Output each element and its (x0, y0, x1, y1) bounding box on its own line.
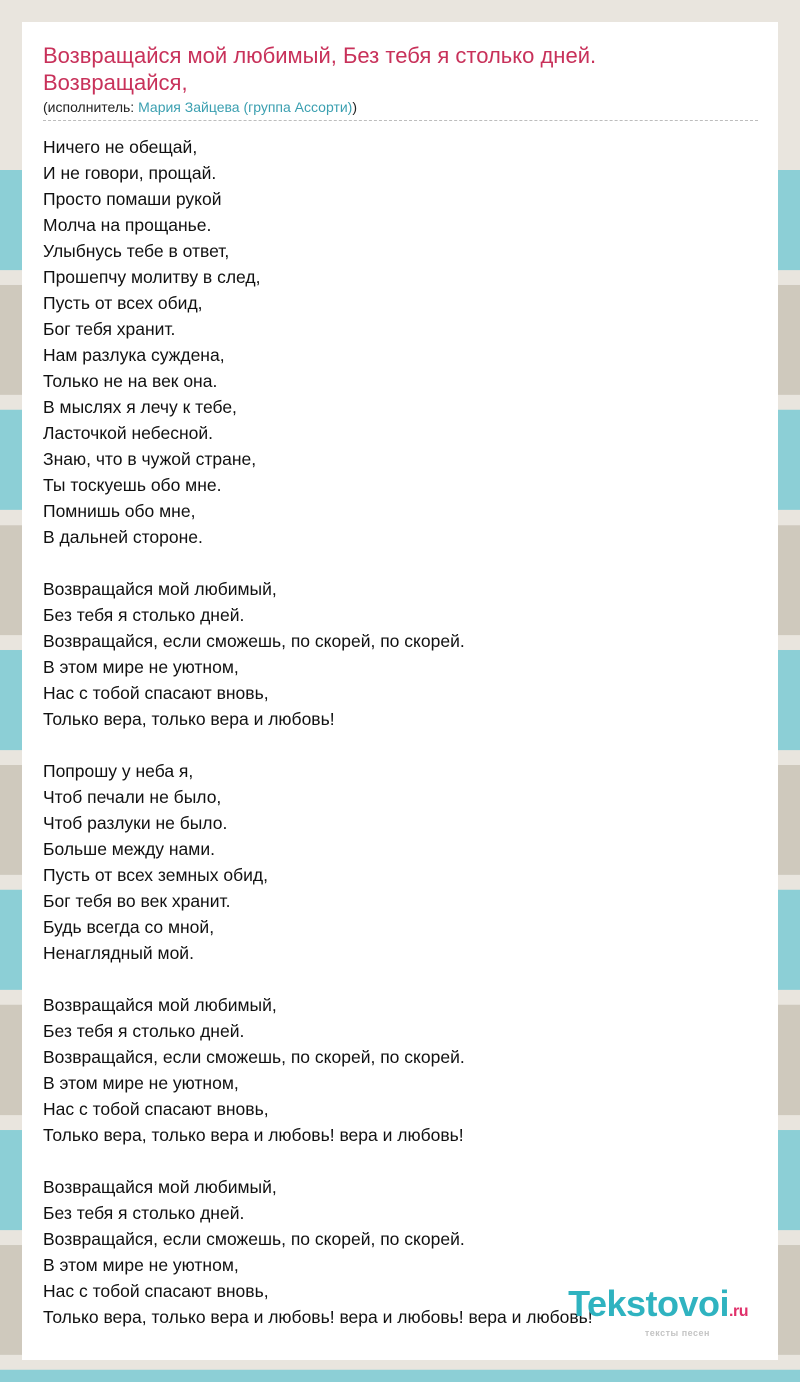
lyric-line: Просто помаши рукой (43, 189, 222, 209)
lyric-line: Возвращайся, если сможешь, по скорей, по скорей. (43, 1229, 465, 1249)
song-title (43, 42, 758, 96)
lyric-line: Без тебя я столько дней. (43, 1021, 245, 1041)
lyric-line: Без тебя я столько дней. (43, 605, 245, 625)
lyric-line: Только вера, только вера и любовь! вера и любовь! вера и любовь! (43, 1307, 593, 1327)
lyric-line: В дальней стороне. (43, 527, 203, 547)
lyric-line: Пусть от всех земных обид, (43, 865, 268, 885)
lyrics-stanza (43, 576, 758, 732)
lyric-line: Только вера, только вера и любовь! (43, 709, 335, 729)
lyric-line: Возвращайся мой любимый, (43, 995, 277, 1015)
lyric-line: И не говори, прощай. (43, 163, 217, 183)
lyrics-stanza (43, 992, 758, 1148)
lyric-line: Прошепчу молитву в след, (43, 267, 261, 287)
lyric-line: В этом мире не уютном, (43, 1255, 239, 1275)
lyric-line: Чтоб разлуки не было. (43, 813, 228, 833)
lyric-line: Возвращайся мой любимый, (43, 1177, 277, 1197)
artist-credit (43, 98, 758, 121)
lyrics-stanza (43, 758, 758, 966)
lyric-line: Нас с тобой спасают вновь, (43, 1281, 269, 1301)
lyric-line: В этом мире не уютном, (43, 657, 239, 677)
lyric-line: Только не на век она. (43, 371, 218, 391)
artist-link[interactable]: Мария Зайцева (группа Ассорти) (138, 99, 353, 115)
lyric-line: В этом мире не уютном, (43, 1073, 239, 1093)
song-title-line-1: Возвращайся мой любимый, Без тебя я столько дней. (43, 43, 597, 68)
lyric-line: Ничего не обещай, (43, 137, 198, 157)
artist-suffix: ) (352, 99, 358, 115)
lyric-line: Без тебя я столько дней. (43, 1203, 245, 1223)
lyrics-card (22, 22, 778, 1360)
lyric-line: Пусть от всех обид, (43, 293, 203, 313)
lyric-line: Нас с тобой спасают вновь, (43, 1099, 269, 1119)
logo-main-text: Tekstovoi (568, 1283, 730, 1324)
lyric-line: Ты тоскуешь обо мне. (43, 475, 222, 495)
lyric-line: Знаю, что в чужой стране, (43, 449, 257, 469)
lyric-line: Улыбнусь тебе в ответ, (43, 241, 230, 261)
lyric-line: Помнишь обо мне, (43, 501, 196, 521)
lyric-line: Нам разлука суждена, (43, 345, 225, 365)
lyric-line: Ненаглядный мой. (43, 943, 194, 963)
lyric-line: Только вера, только вера и любовь! вера и любовь! (43, 1125, 464, 1145)
lyric-line: Ласточкой небесной. (43, 423, 214, 443)
logo-wordmark (568, 1283, 748, 1330)
song-title-line-2: Возвращайся, (43, 70, 188, 95)
lyric-line: Нас с тобой спасают вновь, (43, 683, 269, 703)
lyric-line: Возвращайся, если сможешь, по скорей, по скорей. (43, 1047, 465, 1067)
lyrics-stanza (43, 134, 758, 550)
lyric-line: Попрошу у неба я, (43, 761, 194, 781)
site-logo[interactable] (568, 1283, 748, 1338)
lyric-line: Возвращайся, если сможешь, по скорей, по скорей. (43, 631, 465, 651)
lyric-line: Возвращайся мой любимый, (43, 579, 277, 599)
logo-suffix-text: .ru (729, 1303, 748, 1320)
logo-tagline: тексты песен (644, 1328, 710, 1338)
artist-prefix: (исполнитель: (43, 99, 139, 115)
lyric-line: Бог тебя во век хранит. (43, 891, 231, 911)
lyric-line: В мыслях я лечу к тебе, (43, 397, 237, 417)
lyric-line: Будь всегда со мной, (43, 917, 215, 937)
lyric-line: Бог тебя хранит. (43, 319, 176, 339)
lyrics-body (43, 134, 758, 1330)
lyric-line: Молча на прощанье. (43, 215, 212, 235)
lyric-line: Чтоб печали не было, (43, 787, 222, 807)
lyric-line: Больше между нами. (43, 839, 215, 859)
